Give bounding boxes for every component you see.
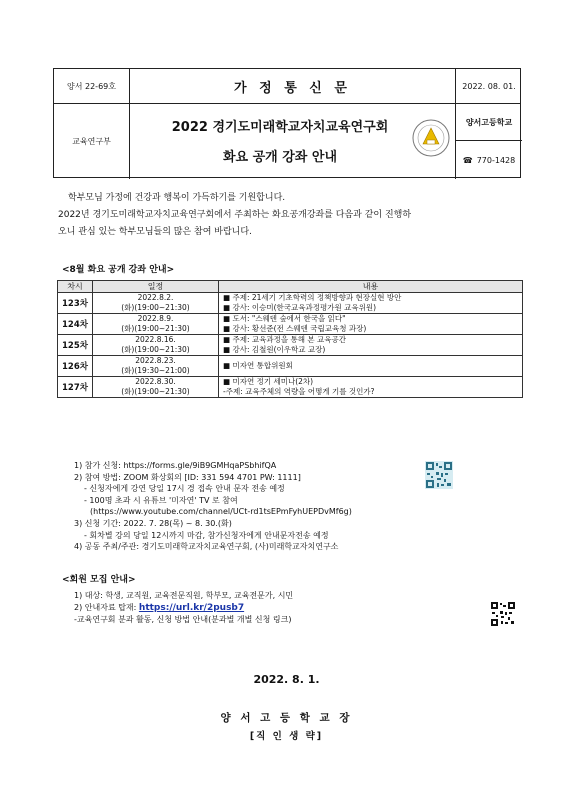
intro-paragraph xyxy=(58,190,528,241)
doc-number: 양서 22-69호 xyxy=(54,69,130,104)
schedule-notes xyxy=(74,460,352,553)
department: 교육연구부 xyxy=(54,104,130,179)
session-date: 2022.8.16. (화)(19:00~21:30) xyxy=(93,335,219,356)
schedule-table xyxy=(57,280,523,398)
seal-omitted-note: [직 인 생 략] xyxy=(249,731,324,742)
school-info-cell xyxy=(456,104,522,179)
phone-icon: ☎ xyxy=(462,155,473,165)
notice-header xyxy=(53,68,521,178)
phone-number: 770-1428 xyxy=(476,155,516,165)
session-date: 2022.8.23. (화)(19:30~21:00) xyxy=(93,356,219,377)
intro-line: 오니 관심 있는 학부모님들의 많은 참여 바랍니다. xyxy=(58,227,252,237)
session-number: 126차 xyxy=(58,356,93,377)
note-method: 2) 참여 방법: ZOOM 화상회의 [ID: 331 594 4701 PW: 1111] xyxy=(74,472,301,482)
session-content: ■ 미자연 정기 세미나(2차) -주제: 교육주체의 역량을 어떻게 기를 것인가? xyxy=(219,377,523,398)
session-date: 2022.8.30. (화)(19:00~21:30) xyxy=(93,377,219,398)
doc-type-title: 가 정 통 신 문 xyxy=(130,69,456,104)
recruit-section xyxy=(74,590,293,626)
issue-date: 2022. 8. 1. xyxy=(253,673,320,686)
table-row xyxy=(58,314,523,335)
notice-title-cell xyxy=(130,104,456,179)
session-date: 2022.8.9. (화)(19:00~21:30) xyxy=(93,314,219,335)
table-row xyxy=(58,335,523,356)
note-period: 3) 신청 기간: 2022. 7. 28(목) ~ 8. 30.(화) xyxy=(74,518,232,528)
signer-title: 양 서 고 등 학 교 장 xyxy=(220,712,353,724)
recruit-target: 1) 대상: 학생, 교직원, 교육전문직원, 학부모, 교육전문가, 시민 xyxy=(74,591,294,600)
recruit-note: -교육연구회 분과 활동, 신청 방법 안내(분과별 개별 신청 링크) xyxy=(74,615,292,625)
session-number: 123차 xyxy=(58,293,93,314)
table-row xyxy=(58,377,523,398)
qr-code-icon xyxy=(425,461,453,489)
notice-title-line2: 화요 공개 강좌 안내 xyxy=(222,150,338,165)
intro-line: 2022년 경기도미래학교자치교육연구회에서 주최하는 화요공개강좌를 다음과 같이 진행하 xyxy=(58,210,412,220)
recruit-section-title: <회원 모집 안내> xyxy=(62,575,136,585)
session-content: ■ 주제: 21세기 기초학력의 정책방향과 현장실현 방안 ■ 강사: 이승미(한국교육과정평가원 교육위원) xyxy=(219,293,523,314)
school-name: 양서고등학교 xyxy=(456,104,522,141)
note-youtube-link[interactable]: (https://www.youtube.com/channel/UCt-rd1tsEPmFyhUEPDvMf6g) xyxy=(90,507,352,517)
session-date: 2022.8.2. (화)(19:00~21:30) xyxy=(93,293,219,314)
session-number: 127차 xyxy=(58,377,93,398)
column-header: 차시 xyxy=(58,281,93,293)
doc-date: 2022. 08. 01. xyxy=(462,82,516,91)
qr-code-icon xyxy=(491,602,515,626)
session-number: 124차 xyxy=(58,314,93,335)
recruit-materials: 2) 안내자료 탑재: https://url.kr/2pusb7 xyxy=(74,602,245,613)
note-item: - 100명 초과 시 유튜브 '미자연' TV 로 참여 xyxy=(84,495,238,505)
session-content: ■ 미자연 통합위원회 xyxy=(219,356,523,377)
column-header: 내용 xyxy=(219,281,523,293)
note-registration-link[interactable]: 1) 참가 신청: https://forms.gle/9iB9GMHqaPSbhifQA xyxy=(74,461,277,470)
column-header: 일정 xyxy=(93,281,219,293)
school-phone xyxy=(456,141,522,179)
session-content: ■ 주제: 교육과정을 통해 본 교육공간 ■ 강사: 김철원(이우학교 교장) xyxy=(219,335,523,356)
school-emblem-icon xyxy=(411,118,451,158)
session-content: ■ 도서: "스웨덴 숲에서 한국을 읽다" ■ 강사: 황선준(전 스웨덴 국립교육청 과장) xyxy=(219,314,523,335)
table-row xyxy=(58,293,523,314)
materials-link[interactable]: https://url.kr/2pusb7 xyxy=(138,602,245,613)
note-hosts: 4) 공동 주최/주관: 경기도미래학교자치교육연구회, (사)미래학교자치연구소 xyxy=(74,542,339,552)
notice-title-line1: 2022 경기도미래학교자치교육연구회 xyxy=(171,120,389,135)
note-item: - 신청자에게 강연 당일 17시 경 접속 안내 문자 전송 예정 xyxy=(84,484,285,494)
table-row xyxy=(58,356,523,377)
session-number: 125차 xyxy=(58,335,93,356)
note-item: - 회차별 강의 당일 12시까지 마감, 참가신청자에게 안내문자전송 예정 xyxy=(84,530,329,540)
intro-line: 학부모님 가정에 건강과 행복이 가득하기를 기원합니다. xyxy=(68,193,286,203)
schedule-section-title: <8월 화요 공개 강좌 안내> xyxy=(62,265,175,275)
